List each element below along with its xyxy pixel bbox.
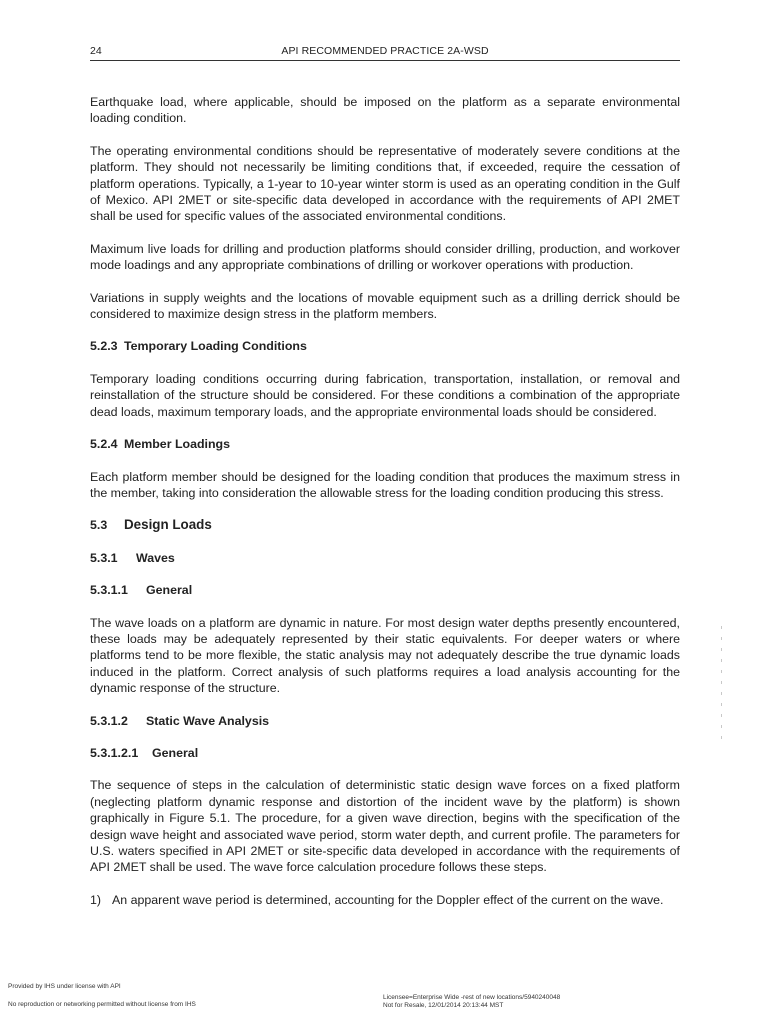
paragraph-wave-loads: The wave loads on a platform are dynamic in nature. For most design water depths presently encountered, these loads may be adequately represented by their static equivalents. For deeper waters or where platforms tend to be more flexible, the static analysis may not adequately describe the true dynamic loads induced in the platform. Correct analysis of such platforms requires a load analysis accounting for the dynamic response of the structure. <box>90 615 680 696</box>
section-number: 5.3.1 <box>90 550 118 565</box>
list-item <box>90 892 680 908</box>
section-title: Static Wave Analysis <box>146 713 270 728</box>
paragraph-operating-conditions: The operating environmental conditions should be representative of moderately severe conditions at the platform. They should not necessarily be limiting conditions that, if exceeded, require the cessation of platform operations. Typically, a 1-year to 10-year winter storm is used as an operating condition in the Gulf of Mexico. API 2MET or site-specific data developed in accordance with the requirements of API 2MET shall be used for specific values of the associated environmental conditions. <box>90 143 680 224</box>
section-title: Member Loadings <box>124 437 231 452</box>
paragraph-wave-force-sequence: The sequence of steps in the calculation of deterministic static design wave forces on a fixed platform (neglecting platform dynamic response and distortion of the incident wave by the platform) is shown graphically in Figure 5.1. The procedure, for a given wave direction, begins with the specification of the design wave height and associated wave period, storm water depth, and current profile. The parameters for U.S. waters specified in API 2MET or site-specific data developed in accordance with the requirements of API 2MET shall be used. The wave force calculation procedure follows these steps. <box>90 778 680 875</box>
paragraph-supply-weights: Variations in supply weights and the locations of movable equipment such as a drilling derrick should be considered to maximize design stress in the platform members. <box>90 290 680 322</box>
page-number: 24 <box>90 45 102 57</box>
heading-waves <box>90 550 680 566</box>
list-marker: 1) <box>90 892 102 907</box>
margin-change-marks <box>721 626 723 748</box>
footer-provided-by: Provided by IHS under license with API <box>8 983 121 990</box>
footer-licensee: Licensee=Enterprise Wide -rest of new locations/5940240048 <box>383 994 561 1001</box>
paragraph-max-live-loads: Maximum live loads for drilling and production platforms should consider drilling, production, and workover mode loadings and any appropriate combinations of drilling or workover operations with production. <box>90 241 680 273</box>
section-title: Waves <box>136 550 175 565</box>
page-header <box>90 44 680 61</box>
section-number: 5.2.4 <box>90 437 118 452</box>
paragraph-temporary-loading: Temporary loading conditions occurring during fabrication, transportation, installation, or removal and reinstallation of the structure should be considered. For these conditions a combination of the appropriate dead loads, maximum temporary loads, and the appropriate environmental loads should be considered. <box>90 371 680 419</box>
heading-static-wave-general <box>90 745 680 761</box>
paragraph-member-loadings: Each platform member should be designed for the loading condition that produces the maximum stress in the member, taking into consideration the allowable stress for the loading condition producing this stress. <box>90 469 680 500</box>
section-title: Temporary Loading Conditions <box>124 339 307 354</box>
section-number: 5.3.1.2 <box>90 713 128 728</box>
section-number: 5.3 <box>90 518 108 533</box>
heading-waves-general <box>90 582 680 598</box>
footer-not-for-resale: Not for Resale, 12/01/2014 20:13:44 MST <box>383 1002 504 1009</box>
paragraph-earthquake-load: Earthquake load, where applicable, should be imposed on the platform as a separate environmental loading condition. <box>90 95 680 126</box>
section-title: General <box>152 745 199 760</box>
footer-right <box>383 994 560 1010</box>
section-number: 5.3.1.1 <box>90 583 128 598</box>
footer-left <box>8 983 196 1009</box>
heading-static-wave-analysis <box>90 713 680 729</box>
heading-temporary-loading <box>90 338 680 354</box>
running-title: API RECOMMENDED PRACTICE 2A-WSD <box>281 45 489 57</box>
footer-no-reproduction: No reproduction or networking permitted without license from IHS <box>8 1001 196 1008</box>
heading-member-loadings <box>90 436 680 452</box>
section-title: Design Loads <box>124 517 212 533</box>
section-number: 5.3.1.2.1 <box>90 745 139 760</box>
heading-design-loads <box>90 517 680 533</box>
section-number: 5.2.3 <box>90 339 118 354</box>
document-body <box>90 94 680 908</box>
list-item-text: An apparent wave period is determined, accounting for the Doppler effect of the current on the wave. <box>112 892 664 907</box>
section-title: General <box>146 583 193 598</box>
